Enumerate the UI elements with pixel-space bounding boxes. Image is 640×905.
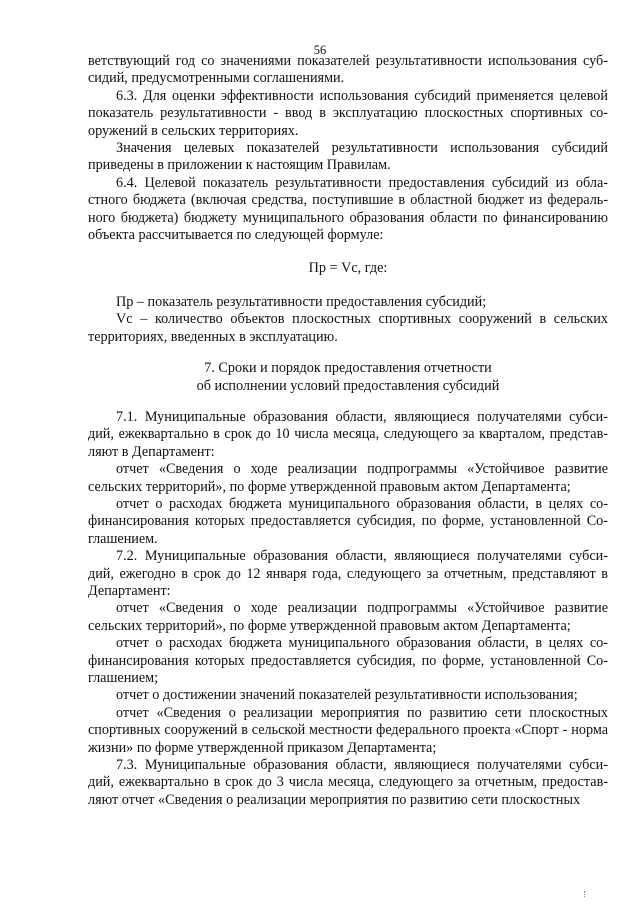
section-heading-line-2: об исполнении условий предоставления субсидий bbox=[196, 377, 500, 394]
page-number: 56 bbox=[313, 43, 327, 57]
paragraph-report-expenses-annual: отчет о расходах бюджета муниципального образования области, в целях со-финансирования которых предоставляется субсидия, по форме, установленной Со-глашением; bbox=[88, 635, 608, 686]
paragraph-7-1: 7.1. Муниципальные образования области, являющиеся получателями субси-дий, ежеквартально в срок до 10 числа месяца, следующего за кварталом, представ-ляют в Департамент: bbox=[88, 408, 608, 460]
paragraph-continuation: ветствующий год со значениями показателей результативности использования суб-сидий, предусмотренными соглашениями. bbox=[88, 53, 608, 87]
paragraph-report-program-annual: отчет «Сведения о ходе реализации подпрограммы «Устойчивое развитие сельских территорий», по форме утвержденной правовым актом Департамента; bbox=[88, 600, 608, 634]
paragraph-report-program: отчет «Сведения о ходе реализации подпрограммы «Устойчивое развитие сельских территорий», по форме утвержденной правовым актом Департамента; bbox=[88, 461, 608, 495]
formula-definition-pr: Пр – показатель результативности предоставления субсидий; bbox=[116, 293, 487, 310]
document-body bbox=[88, 53, 608, 809]
formula-definition-vc: Vc – количество объектов плоскостных спортивных сооружений в сельских территориях, введенных в эксплуатацию. bbox=[88, 311, 608, 345]
paragraph-6-3: 6.3. Для оценки эффективности использования субсидий применяется целевой показатель результативности - ввод в эксплуатацию плоскостных спортивных со-оружений в сельских территориях. bbox=[88, 87, 608, 139]
scan-mark bbox=[584, 891, 588, 897]
paragraph-6-4: 6.4. Целевой показатель результативности предоставления субсидий из обла-стного бюджета (включая средства, поступившие в областной бюджет из федераль-ного бюджета) бюджету муниципального образования области по финансированию объекта рассчитывается по следующей формуле: bbox=[88, 174, 608, 244]
formula: Пр = Vc, где: bbox=[308, 260, 388, 277]
section-heading bbox=[88, 360, 608, 395]
paragraph-7-2: 7.2. Муниципальные образования области, являющиеся получателями субси-дий, ежегодно в срок до 12 января года, следующего за отчетным, представляют в Департамент: bbox=[88, 548, 608, 599]
paragraph-report-expenses: отчет о расходах бюджета муниципального образования области, в целях со-финансирования которых предоставляется субсидия, по форме, установленной Со-глашением. bbox=[88, 495, 608, 547]
section-heading-line-1: 7. Сроки и порядок предоставления отчетности bbox=[204, 360, 492, 377]
paragraph-7-3: 7.3. Муниципальные образования области, являющиеся получателями субси-дий, ежеквартально в срок до 3 числа месяца, следующего за отчетным, предостав-ляют отчет «Сведения о реализации мероприятия по развитию сети плоскостных bbox=[88, 757, 608, 808]
paragraph-target-values: Значения целевых показателей результативности использования субсидий приведены в приложении к настоящим Правилам. bbox=[88, 140, 608, 174]
paragraph-report-sports-facilities: отчет «Сведения о реализации мероприятия по развитию сети плоскостных спортивных сооружений в сельской местности федерального проекта «Спорт - норма жизни» по форме утвержденной приказом Департамента; bbox=[88, 704, 608, 756]
paragraph-report-indicators: отчет о достижении значений показателей результативности использования; bbox=[116, 687, 578, 704]
